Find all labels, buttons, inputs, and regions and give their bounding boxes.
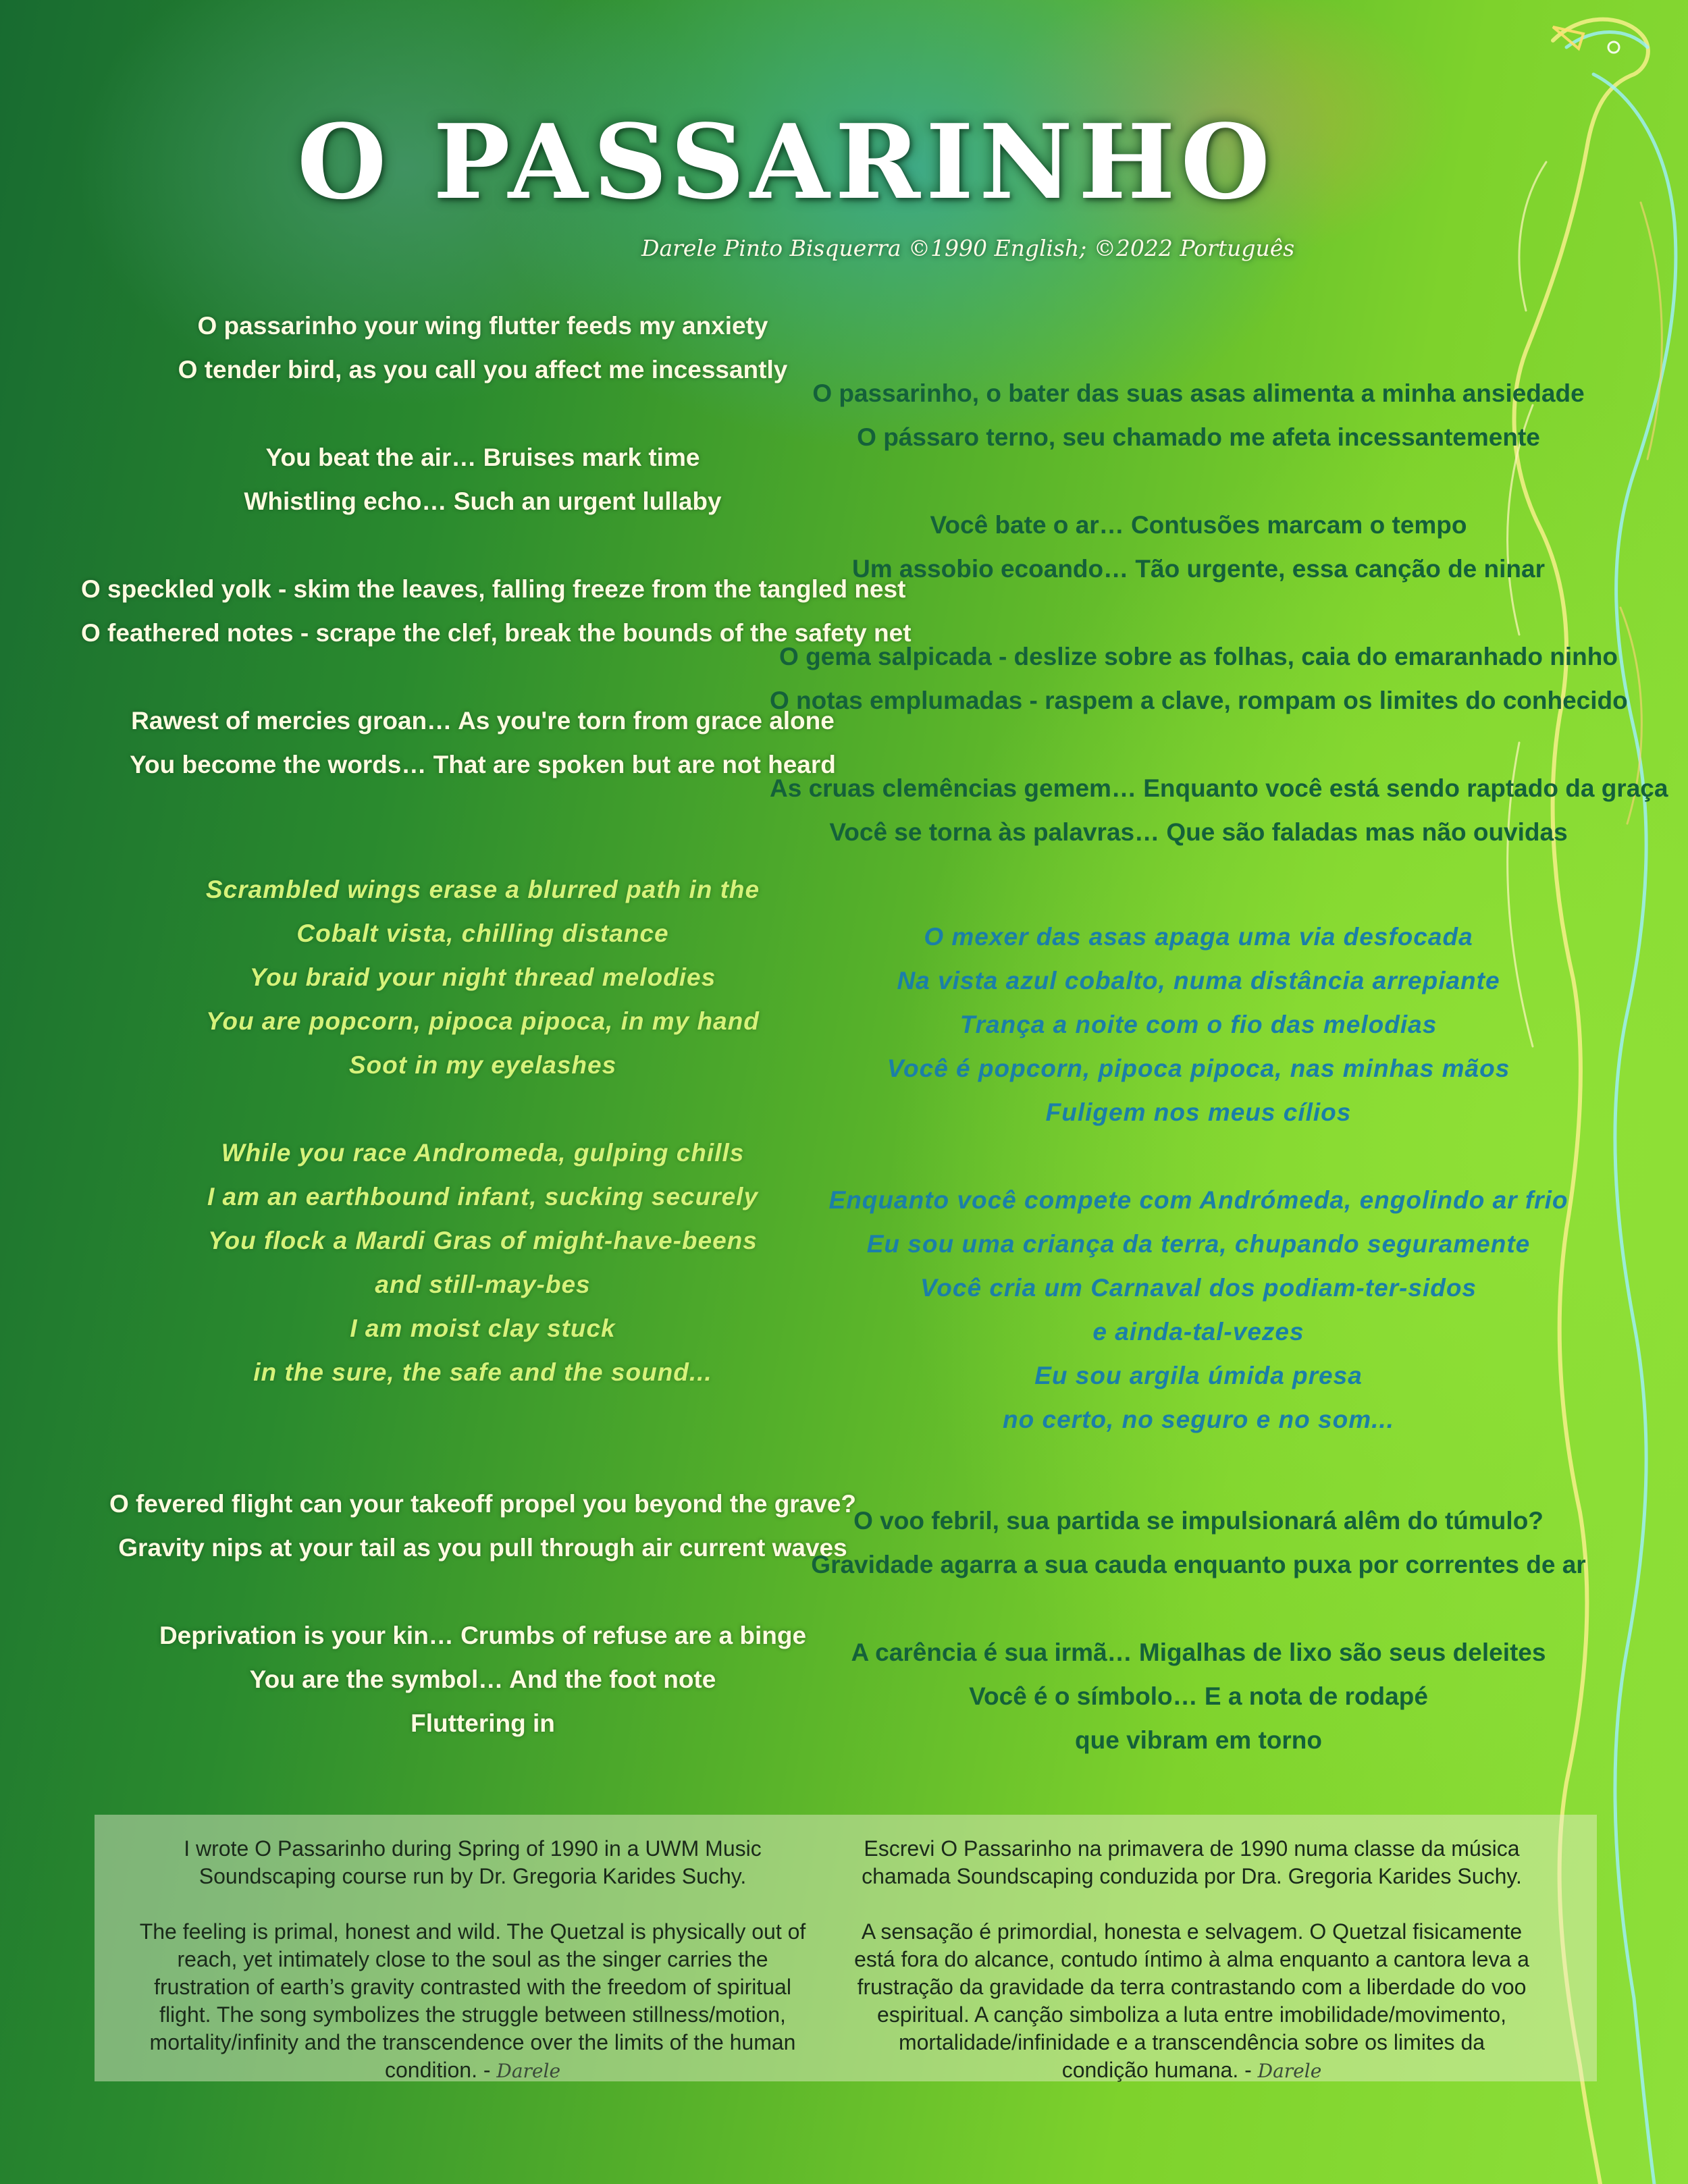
poem-line: You beat the air… Bruises mark time xyxy=(265,444,700,471)
author-notes-panel xyxy=(95,1815,1597,2081)
note-paragraph: Escrevi O Passarinho na primavera de 1990 numa classe da música chamada Soundscaping conduzida por Dra. Gregoria Karides Suchy. xyxy=(862,1836,1522,1888)
poem-line: Enquanto você compete com Andrómeda, engolindo ar frio xyxy=(828,1186,1568,1214)
english-poem xyxy=(81,304,912,1789)
poem-line: A carência é sua irmã… Migalhas de lixo são seus deleites xyxy=(851,1639,1546,1666)
stanza-pt-4 xyxy=(770,766,1668,854)
stanza-en-2 xyxy=(81,435,885,523)
poem-line: Você bate o ar… Contusões marcam o tempo xyxy=(930,511,1467,539)
poem-line: and still-may-bes xyxy=(375,1271,591,1298)
stanza-pt-7 xyxy=(770,1499,1627,1587)
stanza-en-7 xyxy=(81,1482,885,1570)
poem-line: Scrambled wings erase a blurred path in the xyxy=(205,876,760,903)
poem-line: Você é popcorn, pipoca pipoca, nas minhas mãos xyxy=(887,1055,1510,1082)
stanza-pt-3 xyxy=(770,635,1627,722)
poem-line: Fuligem nos meus cílios xyxy=(1045,1098,1352,1126)
stanza-en-6 xyxy=(81,1131,885,1394)
poem-line: O passarinho, o bater das suas asas alimenta a minha ansiedade xyxy=(812,379,1585,407)
author-note-portuguese xyxy=(854,1835,1529,2112)
poem-line: O fevered flight can your takeoff propel you beyond the grave? xyxy=(109,1490,857,1518)
note-paragraph xyxy=(135,1918,810,2085)
poem-line: Cobalt vista, chilling distance xyxy=(296,920,669,947)
page-title: O PASSARINHO xyxy=(297,101,1276,222)
poem-line: You become the words… That are spoken but are not heard xyxy=(130,751,836,778)
signature: Darele xyxy=(496,2060,561,2082)
poem-line: O feathered notes - scrape the clef, break the bounds of the safety net xyxy=(81,619,912,647)
poem-line: Fluttering in xyxy=(411,1709,555,1737)
note-paragraph: I wrote O Passarinho during Spring of 1990 in a UWM Music Soundscaping course run by Dr. Gregoria Karides Suchy. xyxy=(184,1836,762,1888)
stanza-pt-6 xyxy=(770,1178,1627,1441)
poem-line: e ainda-tal-vezes xyxy=(1092,1318,1304,1346)
poem-line: I am moist clay stuck xyxy=(350,1314,616,1342)
note-text: The feeling is primal, honest and wild. The Quetzal is physically out of reach, yet intimately close to the soul as the singer carries the frustration of earth’s gravity contrasted with the freedom of spiritual flight. The song symbolizes the struggle between stillness/motion, mortality/infinity and the transcendence over the limits of the human condition. - xyxy=(139,1919,806,2082)
stanza-pt-2 xyxy=(770,503,1627,591)
stanza-pt-8 xyxy=(770,1630,1627,1762)
note-text: A sensação é primordial, honesta e selvagem. O Quetzal fisicamente está fora do alcance, contudo íntimo à alma enquanto a cantora leva a frustração da gravidade da terra contrastando com a liberdade do voo espiritual. A canção simboliza a luta entre imobilidade/movimento, mortalidade/infinidade e a transcendência sobre os limites da condição humana. - xyxy=(854,1919,1529,2082)
poem-line: Whistling echo… Such an urgent lullaby xyxy=(244,487,722,515)
stanza-en-3 xyxy=(81,567,912,655)
stanza-en-8 xyxy=(81,1614,885,1745)
poem-line: Na vista azul cobalto, numa distância arrepiante xyxy=(897,967,1500,994)
stanza-pt-1 xyxy=(770,371,1627,459)
poem-line: Gravidade agarra a sua cauda enquanto puxa por correntes de ar xyxy=(811,1551,1586,1578)
poem-line: O notas emplumadas - raspem a clave, rompam os limites do conhecido xyxy=(770,687,1628,714)
poem-line: Eu sou uma criança da terra, chupando seguramente xyxy=(866,1230,1531,1258)
signature: Darele xyxy=(1257,2060,1322,2082)
note-paragraph xyxy=(854,1918,1529,2085)
poem-line: You braid your night thread melodies xyxy=(249,963,716,991)
poem-line: O pássaro terno, seu chamado me afeta incessantemente xyxy=(857,423,1540,451)
poem-line: Rawest of mercies groan… As you're torn from grace alone xyxy=(131,707,835,735)
poem-line: I am an earthbound infant, sucking securely xyxy=(207,1183,759,1210)
poem-line: Um assobio ecoando… Tão urgente, essa canção de ninar xyxy=(851,555,1545,583)
poem-line: Eu sou argila úmida presa xyxy=(1034,1362,1363,1389)
poem-line: You flock a Mardi Gras of might-have-beens xyxy=(208,1227,758,1254)
poem-line: O gema salpicada - deslize sobre as folhas, caia do emaranhado ninho xyxy=(779,643,1618,670)
poem-line: You are the symbol… And the foot note xyxy=(249,1666,716,1693)
poem-line: You are popcorn, pipoca pipoca, in my hand xyxy=(206,1007,760,1035)
poem-line: Deprivation is your kin… Crumbs of refuse are a binge xyxy=(159,1622,807,1649)
poem-line: O mexer das asas apaga uma via desfocada xyxy=(924,923,1473,951)
poem-line: Você cria um Carnaval dos podiam-ter-sidos xyxy=(920,1274,1477,1302)
poem-line: Trança a noite com o fio das melodias xyxy=(959,1011,1438,1038)
poem-line: As cruas clemências gemem… Enquanto você está sendo raptado da graça xyxy=(770,774,1668,802)
author-note-english xyxy=(135,1835,810,2112)
author-credit: Darele Pinto Bisquerra ©1990 English; ©2022 Português xyxy=(641,235,1295,261)
stanza-pt-5 xyxy=(770,915,1627,1134)
poem-line: Você se torna às palavras… Que são faladas mas não ouvidas xyxy=(829,818,1568,846)
poem-line: in the sure, the safe and the sound... xyxy=(253,1358,712,1386)
poem-line: O tender bird, as you call you affect me incessantly xyxy=(178,356,788,383)
poem-line: que vibram em torno xyxy=(1075,1726,1322,1754)
stanza-en-1 xyxy=(81,304,885,392)
poem-line: O speckled yolk - skim the leaves, falling freeze from the tangled nest xyxy=(81,575,906,603)
poem-line: Você é o símbolo… E a nota de rodapé xyxy=(969,1682,1428,1710)
portuguese-poem xyxy=(770,371,1668,1806)
poem-line: O voo febril, sua partida se impulsionará alêm do túmulo? xyxy=(853,1507,1544,1535)
poem-line: no certo, no seguro e no som... xyxy=(1003,1406,1394,1433)
poem-line: O passarinho your wing flutter feeds my anxiety xyxy=(197,312,768,340)
stanza-en-5 xyxy=(81,868,885,1087)
stanza-en-4 xyxy=(81,699,885,787)
poem-line: Soot in my eyelashes xyxy=(348,1051,617,1079)
poem-line: While you race Andromeda, gulping chills xyxy=(221,1139,745,1167)
poem-line: Gravity nips at your tail as you pull through air current waves xyxy=(118,1534,847,1562)
